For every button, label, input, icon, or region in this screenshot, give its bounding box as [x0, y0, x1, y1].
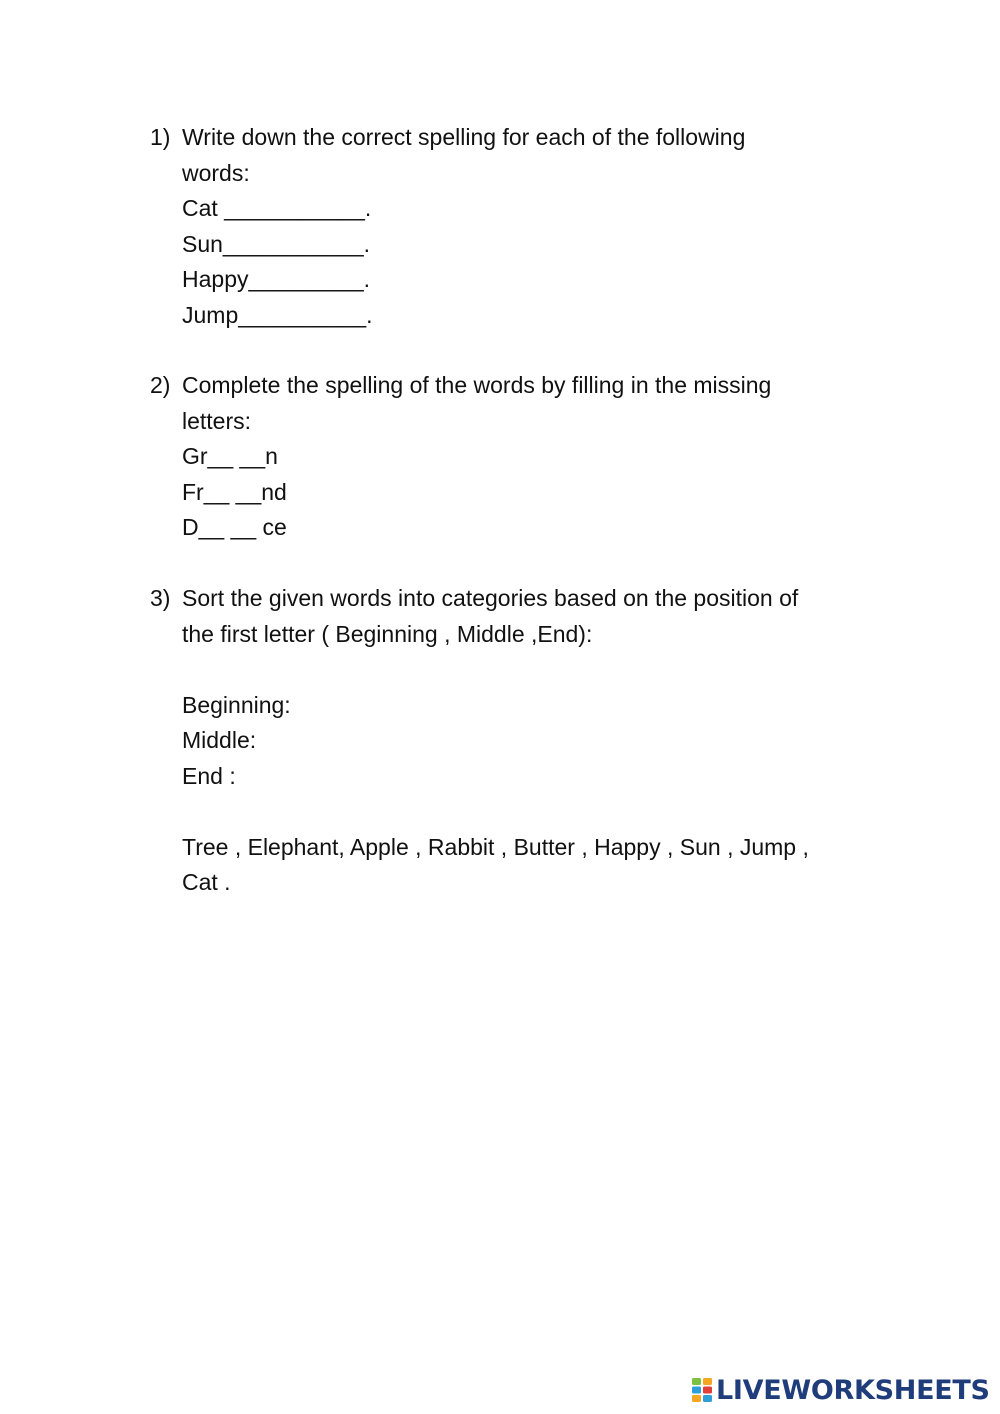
question-prompt: Sort the given words into categories based on the position of [182, 585, 799, 611]
question-prompt: the first letter ( Beginning , Middle ,End): [182, 620, 593, 647]
category-end: End : [182, 762, 236, 789]
question-prompt: Write down the correct spelling for each of the following [182, 124, 746, 150]
brand-name: LIVEWORKSHEETS [716, 1374, 990, 1406]
liveworksheets-logo[interactable] [692, 1374, 990, 1406]
question-number: 3) [150, 585, 171, 611]
question-number: 2) [150, 372, 171, 398]
question-body [182, 581, 872, 901]
question-prompt: letters: [182, 407, 252, 434]
spacer [182, 794, 872, 830]
question-prompt: Complete the spelling of the words by filling in the missing [182, 372, 772, 398]
spelling-item-happy: Happy_________. [182, 266, 370, 292]
word-list: Tree , Elephant, Apple , Rabbit , Butter , Happy , Sun , Jump , [182, 833, 809, 860]
word-list: Cat . [182, 869, 231, 895]
missing-letters-item-green: Gr__ __n [182, 443, 278, 469]
question-body [182, 368, 872, 546]
spelling-item-sun: Sun___________. [182, 230, 371, 257]
missing-letters-item-friend: Fr__ __nd [182, 478, 287, 505]
spelling-item-cat: Cat ___________. [182, 195, 372, 221]
question-number: 1) [150, 124, 171, 150]
spacer [182, 652, 872, 688]
liveworksheets-logo-icon [692, 1378, 712, 1402]
missing-letters-item-dance: D__ __ ce [182, 514, 287, 540]
spelling-item-jump: Jump__________. [182, 301, 373, 328]
category-middle: Middle: [182, 727, 257, 753]
question-prompt: words: [182, 159, 250, 186]
question-body [182, 120, 872, 333]
category-beginning: Beginning: [182, 691, 291, 718]
